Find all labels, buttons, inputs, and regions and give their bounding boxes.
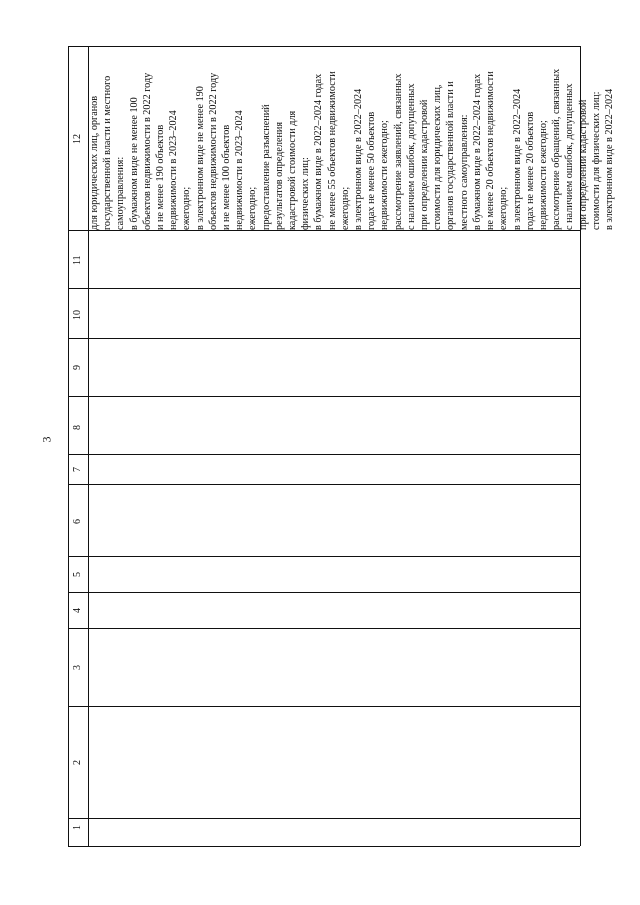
column-header-2: 2 [72,760,83,765]
content-line: при определении кадастровой [419,99,431,230]
content-line: предоставление разъяснений [260,104,272,230]
column-header-5: 5 [72,572,83,577]
column-header-6: 6 [72,519,83,524]
column-header-8: 8 [72,425,83,430]
content-line: в электронном виде в 2022–2024 [511,88,523,230]
content-line: с наличием ошибок, допущенных [564,83,576,230]
column-header-12: 12 [72,134,83,144]
content-line: государственной власти и местного [102,75,114,230]
content-line: объектов недвижимости в 2022 году [207,72,219,230]
content-line: физических лиц: [300,157,312,230]
content-line: недвижимости в 2023–2024 [168,110,180,230]
content-line: годах не менее 50 объектов [366,111,378,230]
column-header-1: 1 [72,825,83,830]
column-header-11: 11 [72,255,83,265]
content-line: самоуправления: [115,156,127,230]
content-line: недвижимости в 2023–2024 [234,110,246,230]
content-line: в бумажном виде не менее 100 [128,97,140,230]
content-line: не менее 55 объектов недвижимости [326,71,338,230]
content-line: и не менее 100 объектов [221,124,233,230]
content-line: при определении кадастровой [577,99,589,230]
content-line: в электронном виде в 2022–2024 [353,88,365,230]
content-line: в электронном виде не менее 190 [194,86,206,230]
content-line: недвижимости ежегодно; [379,120,391,230]
content-line: ежегодно; [181,186,193,230]
column-header-3: 3 [72,665,83,670]
content-line: недвижимости ежегодно; [537,120,549,230]
content-line: в бумажном виде в 2022–2024 годах [471,73,483,230]
content-line: местного самоуправления: [458,114,470,230]
content-line: кадастровой стоимости для [287,110,299,230]
column-header-7: 7 [72,467,83,472]
content-line: для юридических лиц, органов [89,95,100,230]
content-line: с наличием ошибок, допущенных [405,83,417,230]
column-header-9: 9 [72,365,83,370]
content-line: ежегодно; [247,186,259,230]
content-line: рассмотрение обращений, связанных [551,68,563,230]
content-line: в бумажном виде в 2022–2024 годах [313,73,325,230]
column-header-10: 10 [72,310,83,320]
content-line: рассмотрение заявлений, связанных [392,73,404,230]
content-line: объектов недвижимости в 2022 году [141,72,153,230]
content-line: в электронном виде в 2022–2024 [603,88,615,230]
content-line: стоимости для физических лиц: [590,91,602,230]
content-line: результатов определения [273,121,285,230]
content-line: и не менее 190 объектов [155,124,167,230]
content-line: годах не менее 20 объектов [524,111,536,230]
content-line: ежегодно; [498,186,510,230]
page-number: 3 [39,436,54,443]
content-line: ежегодно; [339,186,351,230]
column-header-4: 4 [72,608,83,613]
content-line: органов государственной власти и [445,81,457,230]
column-12-content [88,0,616,230]
content-line: не менее 20 объектов недвижимости [485,71,497,230]
content-line: стоимости для юридических лиц, [432,84,444,230]
